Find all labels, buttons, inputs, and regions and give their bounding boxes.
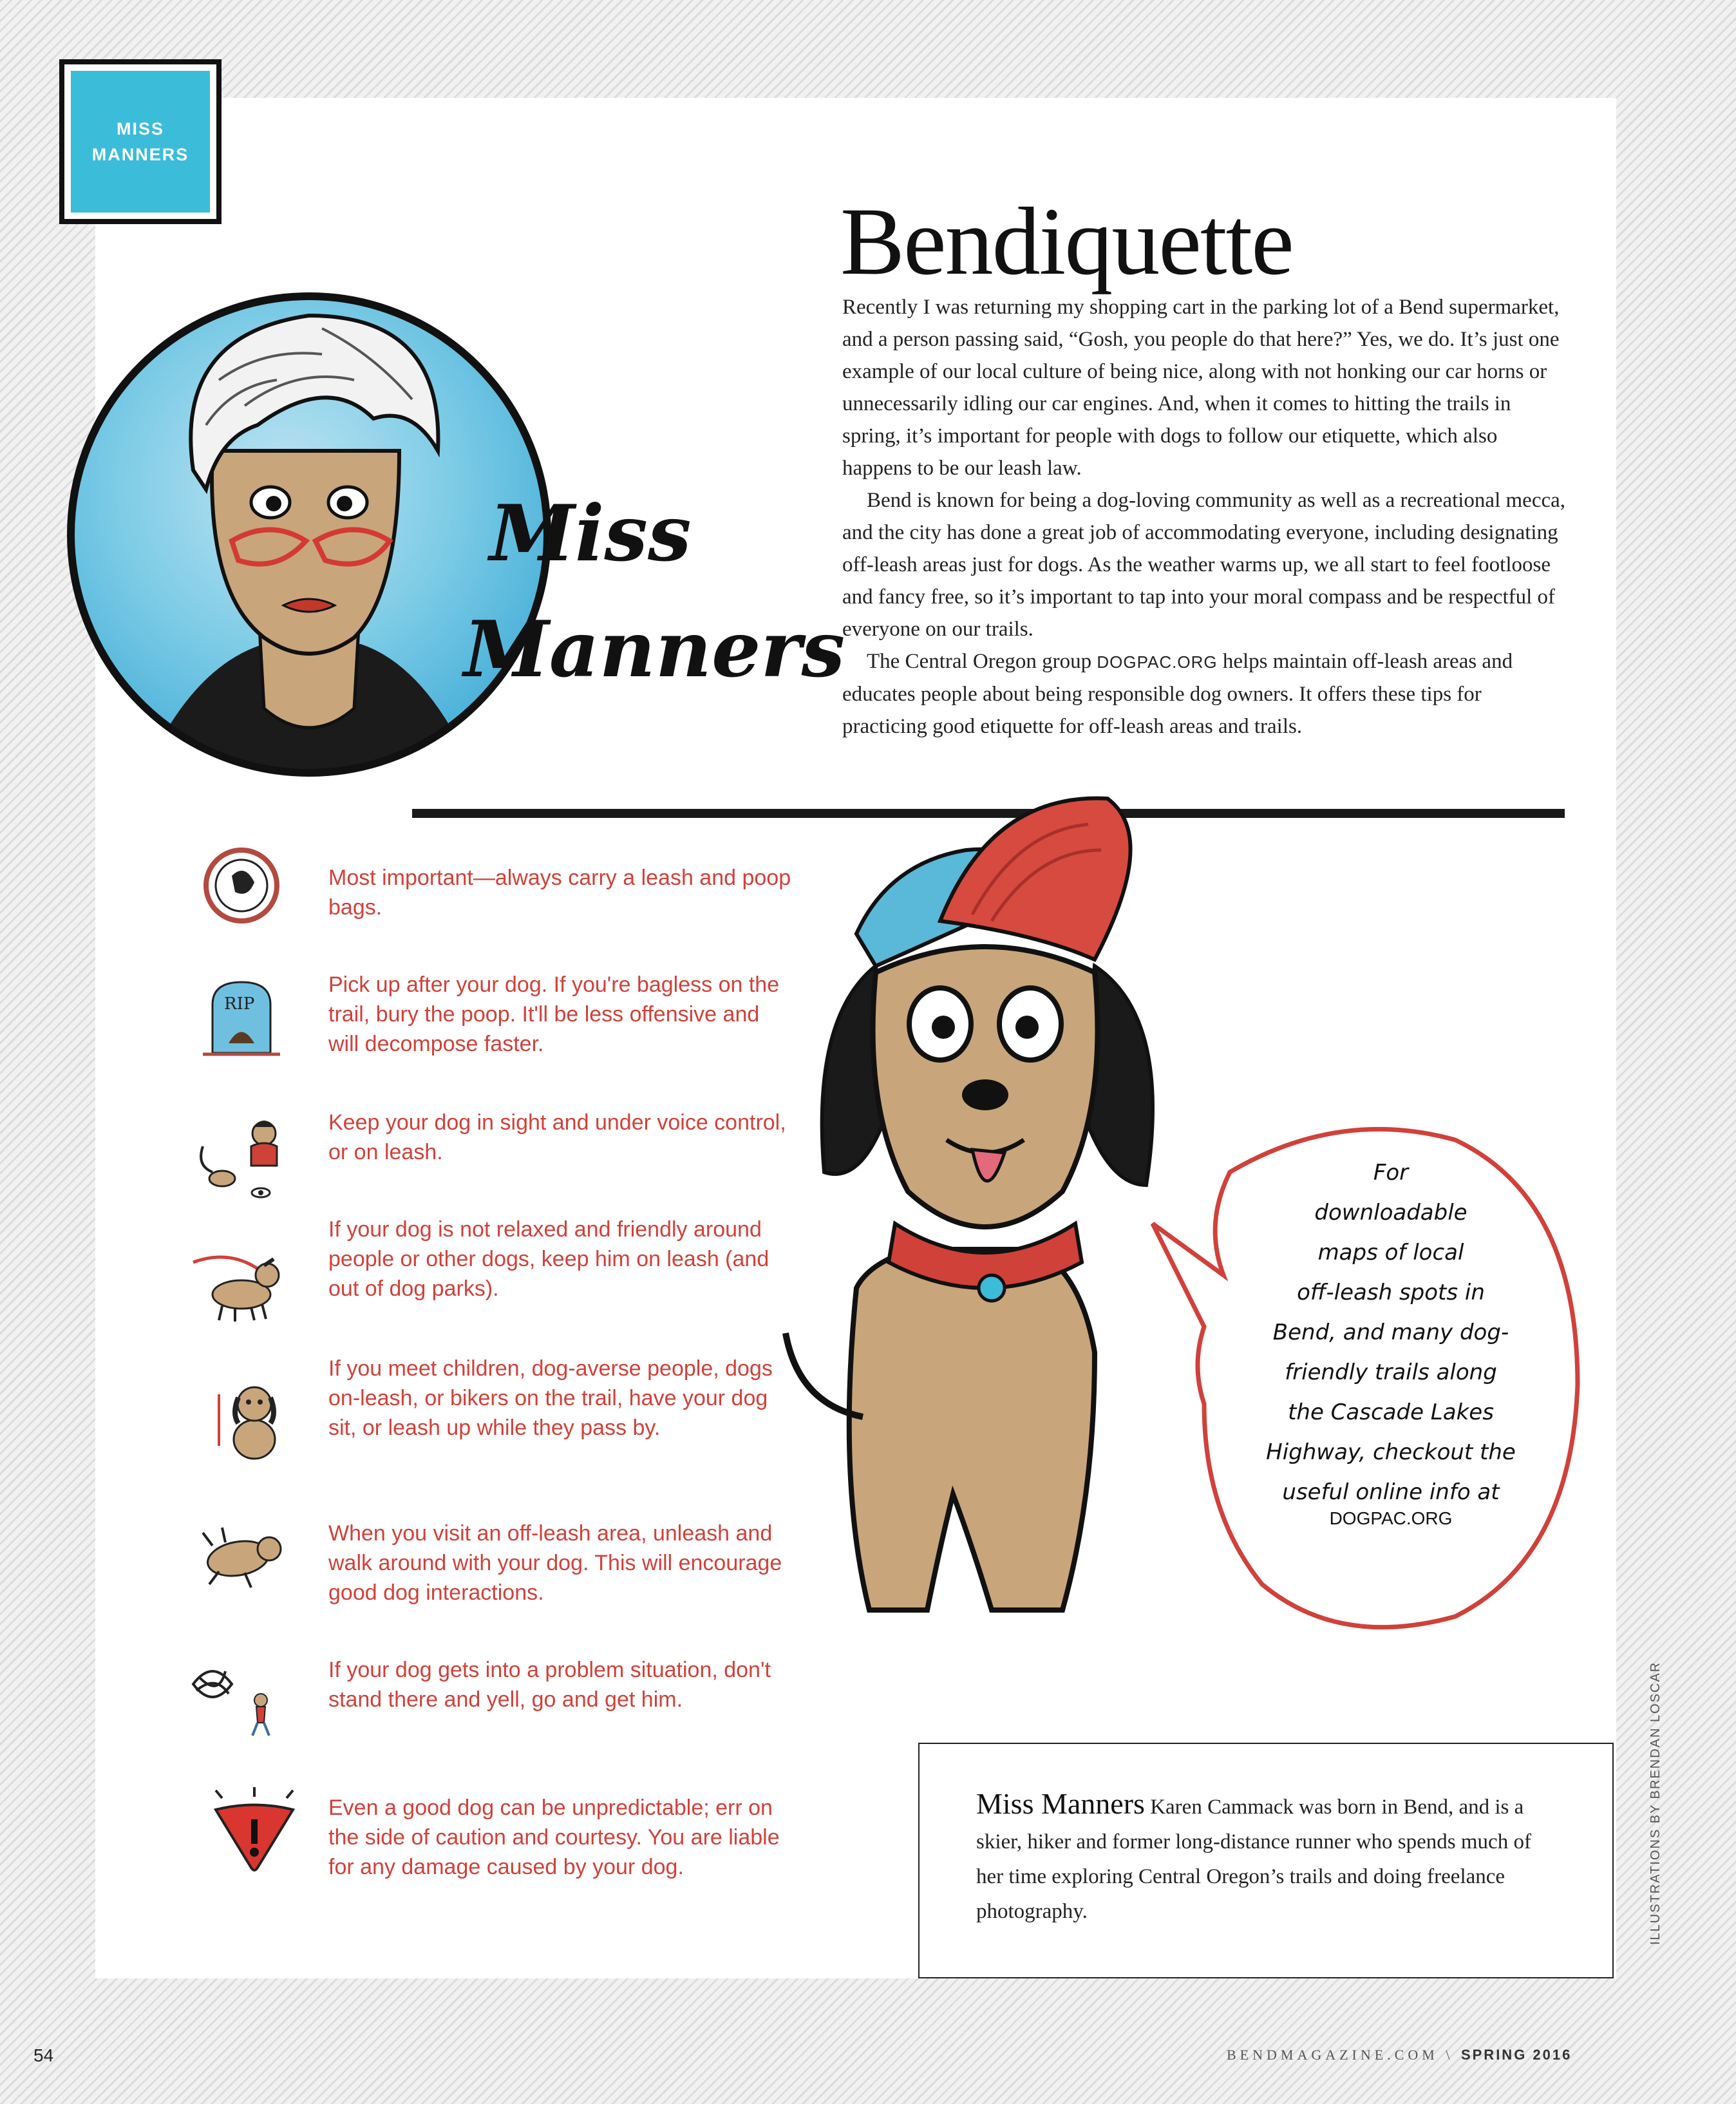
miss-manners-portrait: [52, 258, 845, 837]
tip-1-text: Most important—always carry a leash and poop bags.: [328, 866, 791, 920]
intro-paragraph-2: Bend is known for being a dog-loving community as well as a recreational mecca, and the city has done a great job of accommodating everyone, including designating off-leash areas just for dogs. As the weather warms up, we all start to feel footloose and fancy free, so it’s important to tap into your moral compass and be respectful of everyone on our trails.: [842, 489, 1566, 641]
author-name: Miss Manners: [976, 1787, 1145, 1820]
leashed-dog-icon: [190, 1230, 287, 1327]
tip-2-text: Pick up after your dog. If you're bagless on the trail, bury the poop. It'll be less offensive and will decompose faster.: [328, 972, 780, 1056]
page-number: 54: [33, 2045, 54, 2065]
tip-8-text: Even a good dog can be unpredictable; err on the side of caution and courtesy. You are liable for any damage caused by your dog.: [328, 1796, 780, 1879]
rip-gravestone-icon: [193, 969, 290, 1066]
dog-fight-icon: [180, 1645, 277, 1742]
tip-7-text: If your dog gets into a problem situation, don't stand there and yell, go and get him.: [328, 1658, 771, 1712]
tip-3-text: Keep your dog in sight and under voice control, or on leash.: [328, 1110, 786, 1164]
voice-control-icon: [190, 1108, 287, 1204]
page-title: Bendiquette: [840, 188, 1293, 295]
bubble-dogpac-link[interactable]: DOGPAC.ORG: [1329, 1508, 1453, 1528]
author-bio-box: [918, 1743, 1614, 1978]
illustration-credit: ILLUSTRATIONS BY BRENDAN LOSCAR: [1648, 1661, 1663, 1945]
intro-text: [842, 291, 1570, 743]
dogpac-link[interactable]: DOGPAC.ORG: [1097, 652, 1218, 672]
section-tag-line2: MANNERS: [91, 145, 189, 164]
footer-site: BENDMAGAZINE.COM \: [1227, 2047, 1454, 2063]
speech-bubble-text: For downloadable maps of local off-leash spots in Bend, and many dog- friendly trails along the Cascade Lakes Highway, checkout the useful online info at: [1266, 1160, 1516, 1505]
rolling-dog-icon: [193, 1507, 290, 1604]
svg-text:RIP: RIP: [224, 994, 255, 1014]
sitting-dog-icon: [206, 1369, 303, 1465]
intro-paragraph-1: Recently I was returning my shopping cart in the parking lot of a Bend supermarket, and a person passing said, “Gosh, you people do that here?” Yes, we do. It’s just one example of our local culture of being nice, along with not honking our car horns or unnecessarily idling our car engines. And, when it comes to hitting the trails in spring, it’s important for people with dogs to follow our etiquette, which also happens to be our leash law.: [842, 296, 1560, 480]
author-bio: [976, 1787, 1543, 1929]
section-tag: [59, 59, 222, 224]
warning-icon: [206, 1784, 303, 1881]
author-bio-text: Karen Cammack was born in Bend, and is a skier, hiker and former long-distance runner who spends much of her time exploring Central Oregon’s trails and doing freelance photography.: [976, 1796, 1531, 1923]
tip-5-text: If you meet children, dog-averse people, dogs on-leash, or bikers on the trail, have your dog sit, or leash up while they pass by.: [328, 1356, 773, 1440]
tip-4-text: If your dog is not relaxed and friendly around people or other dogs, keep him on leash (and out of dog parks).: [328, 1217, 769, 1301]
leash-and-bags-icon: [193, 837, 290, 934]
intro-paragraph-3: The Central Oregon group DOGPAC.ORG helps maintain off-leash areas and educates people about being responsible dog owners. It offers these tips for practicing good etiquette for off-leash areas and trails.: [842, 650, 1513, 738]
footer-season: SPRING 2016: [1460, 2047, 1572, 2063]
page-footer: [1227, 2047, 1572, 2063]
section-tag-line1: MISS: [116, 119, 164, 138]
dog-illustration: [760, 773, 1211, 1662]
tip-6-text: When you visit an off-leash area, unleash and walk around with your dog. This will encourage good dog interactions.: [328, 1521, 782, 1605]
portrait-script-miss: Miss: [489, 488, 692, 579]
portrait-script-manners: Manners: [464, 604, 845, 695]
